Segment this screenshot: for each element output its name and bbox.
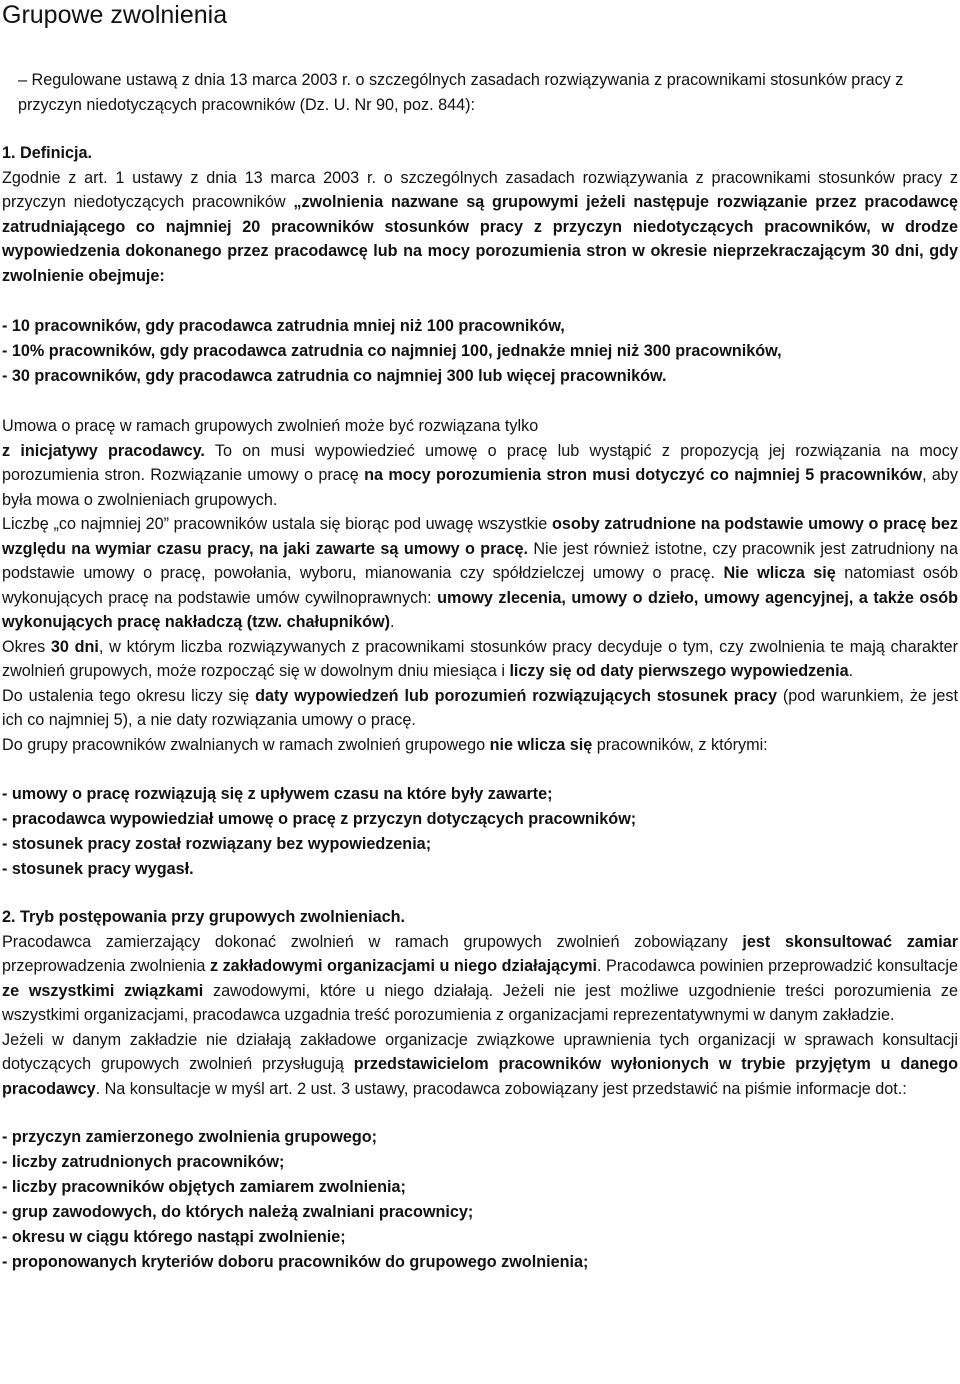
- text-normal: Do ustalenia tego okresu liczy się: [2, 686, 256, 705]
- list-item: - proponowanych kryteriów doboru pracowników do grupowego zwolnienia;: [2, 1253, 589, 1271]
- text-normal: zawodowymi, które u niego działają. Jeżeli nie jest możliwe uzgodnienie treści porozumienia ze wszystkimi organizacjami, pracodawca uzgadnia treść porozumienia z organizacjami reprezentatywnymi w danym zakładzie.: [2, 981, 959, 1024]
- list-item: - liczby zatrudnionych pracowników;: [2, 1153, 285, 1171]
- text-bold: nie wlicza się: [489, 735, 593, 754]
- text-bold: z zakładowymi organizacjami u niego działającymi: [209, 957, 597, 975]
- text-bold: 30 dni: [50, 637, 99, 656]
- text-normal: To on musi wypowiedzieć umowę o pracę lub wystąpić z propozycją jej rozwiązania na mocy porozumienia stron. Rozwiązanie umowy o pracę: [2, 441, 958, 484]
- text-normal: Pracodawca zamierzający dokonać zwolnień w ramach grupowych zwolnień zobowiązany: [2, 932, 743, 951]
- intro-paragraph: – Regulowane ustawą z dnia 13 marca 2003 r. o szczególnych zasadach rozwiązywania z pracownikami stosunków pracy z przyczyn niedotyczących pracowników (Dz. U. Nr 90, poz. 844):: [18, 71, 904, 114]
- text-normal: pracowników, z którymi:: [592, 735, 768, 754]
- list-item: - liczby pracowników objętych zamiarem zwolnienia;: [2, 1178, 406, 1196]
- paragraph-initiative: [2, 439, 958, 513]
- section-1-heading: 1. Definicja.: [2, 144, 92, 162]
- text-normal: natomiast osób wykonujących pracę na podstawie umów cywilnoprawnych:: [2, 564, 959, 607]
- text-normal: , w którym liczba rozwiązywanych z pracownikami stosunków pracy decyduje o tym, czy zwolnienia te mają charakter zwolnień grupowych, może rozpocząć się w dowolnym dniu miesiąca i: [2, 637, 958, 680]
- text-bold: ze wszystkimi związkami: [2, 981, 204, 1000]
- text-bold: na mocy porozumienia stron musi dotyczyć co najmniej 5 pracowników: [364, 466, 923, 484]
- list-item: - 10 pracowników, gdy pracodawca zatrudnia mniej niż 100 pracowników,: [2, 317, 565, 335]
- text-normal: Okres: [2, 637, 51, 656]
- definition-paragraph: [2, 166, 958, 289]
- list-item: - umowy o pracę rozwiązują się z upływem czasu na które były zawarte;: [2, 785, 553, 803]
- definition-quote: „zwolnienia nazwane są grupowymi jeżeli następuje rozwiązanie przez pracodawcę zatrudniającego co najmniej 20 pracowników stosunków pracy z przyczyn niedotyczących pracowników, w drodze wypowiedzenia dokonanego przez pracodawcę lub na mocy porozumienia stron w okresie nieprzekraczającym 30 dni, gdy zwolnienie obejmuje:: [2, 193, 958, 285]
- text-normal: .: [848, 662, 854, 680]
- paragraph-consultation: [2, 930, 958, 1028]
- list-item: - stosunek pracy został rozwiązany bez wypowiedzenia;: [2, 835, 432, 853]
- text-normal: Liczbę „co najmniej 20” pracowników ustala się biorąc pod uwagę wszystkie: [2, 515, 552, 533]
- text-normal: . Pracodawca powinien przeprowadzić konsultacje: [597, 957, 958, 975]
- list-item: - grup zawodowych, do których należą zwalniani pracownicy;: [2, 1203, 474, 1221]
- text-normal: Jeżeli w danym zakładzie nie działają zakładowe organizacje związkowe uprawnienia tych organizacji w sprawach konsultacji dotyczących grupowych zwolnień przysługują: [2, 1030, 958, 1073]
- text-normal: (pod warunkiem, że jest ich co najmniej 5), a nie daty rozwiązania umowy o pracę.: [2, 686, 958, 729]
- threshold-list: [2, 314, 958, 389]
- list-item: - przyczyn zamierzonego zwolnienia grupowego;: [2, 1128, 378, 1146]
- text-bold: osoby zatrudnione na podstawie umowy o pracę bez względu na wymiar czasu pracy, na jaki zawarte są umowy o pracę.: [2, 515, 958, 558]
- text-bold: przedstawicielom pracowników wyłonionych w trybie przyjętym u danego pracodawcy: [2, 1055, 958, 1098]
- list-item: - okresu w ciągu którego nastąpi zwolnienie;: [2, 1228, 346, 1246]
- information-list: [2, 1125, 958, 1275]
- text-normal: Nie jest również istotne, czy pracownik jest zatrudniony na podstawie umowy o pracę, powołania, wyboru, mianowania czy spółdzielczej umowy o pracę.: [2, 539, 958, 582]
- text-bold: Nie wlicza się: [723, 564, 836, 582]
- text-normal: , aby była mowa o zwolnieniach grupowych.: [2, 466, 958, 509]
- paragraph-initiative-line1: Umowa o pracę w ramach grupowych zwolnień może być rozwiązana tylko: [2, 417, 539, 435]
- text-bold: jest skonsultować zamiar: [742, 932, 959, 951]
- paragraph-period: [2, 635, 958, 684]
- paragraph-representatives: [2, 1028, 958, 1102]
- text-normal: . Na konsultacje w myśl art. 2 ust. 3 ustawy, pracodawca zobowiązany jest przedstawić na piśmie informacje dot.:: [95, 1079, 907, 1098]
- text-bold: z inicjatywy pracodawcy.: [2, 441, 205, 460]
- page-title: Grupowe zwolnienia: [2, 1, 228, 29]
- list-item: - 30 pracowników, gdy pracodawca zatrudnia co najmniej 300 lub więcej pracowników.: [2, 367, 667, 385]
- paragraph-dates: [2, 684, 958, 733]
- text-normal: Do grupy pracowników zwalnianych w ramach zwolnień grupowego: [2, 735, 490, 754]
- text-bold: umowy zlecenia, umowy o dzieło, umowy agencyjnej, a także osób wykonujących pracę nakładczą (tzw. chałupników): [2, 588, 958, 631]
- excluded-list: [2, 782, 958, 882]
- text-normal: .: [390, 613, 395, 631]
- text-bold: liczy się od daty pierwszego wypowiedzenia: [509, 662, 849, 680]
- list-item: - stosunek pracy wygasł.: [2, 860, 194, 878]
- paragraph-count: [2, 512, 958, 635]
- definition-text: Zgodnie z art. 1 ustawy z dnia 13 marca 2003 r. o szczególnych zasadach rozwiązywania z pracownikami stosunków pracy z przyczyn niedotyczących pracowników: [2, 168, 958, 211]
- text-bold: daty wypowiedzeń lub porozumień rozwiązujących stosunek pracy: [255, 686, 777, 705]
- list-item: - 10% pracowników, gdy pracodawca zatrudnia co najmniej 100, jednakże mniej niż 300 pracowników,: [2, 342, 782, 360]
- list-item: - pracodawca wypowiedział umowę o pracę z przyczyn dotyczących pracowników;: [2, 810, 637, 828]
- section-2-heading: 2. Tryb postępowania przy grupowych zwolnieniach.: [2, 908, 405, 926]
- text-normal: przeprowadzenia zwolnienia: [2, 957, 210, 975]
- paragraph-excluded: [2, 733, 958, 758]
